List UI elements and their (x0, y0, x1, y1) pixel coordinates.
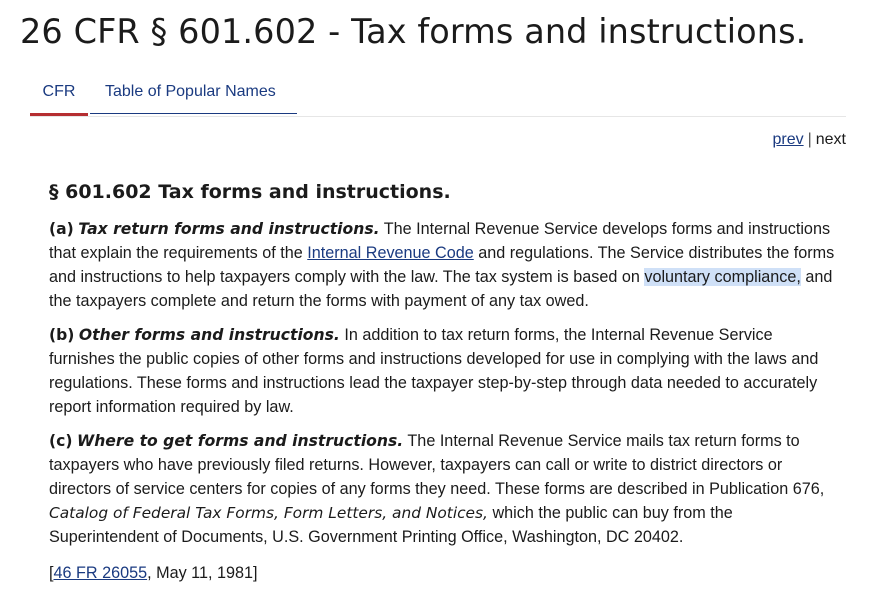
paragraph-c-text-1: The Internal Revenue Service mails tax return forms to taxpayers who have previously filed returns. However, taxpayers can call or write to district directors or directors of service centers for copies of any forms they need. These forms are described in Publication 676, (49, 432, 825, 498)
paragraph-c-heading: Where to get forms and instructions. (77, 432, 404, 450)
tab-bar (30, 74, 846, 117)
paragraph-a-text-2: and regulations. The Service distributes the forms and instructions to help taxpayers comply with the law. The tax system is based on (49, 244, 835, 286)
paragraph-b (49, 323, 839, 419)
paragraph-b-heading: Other forms and instructions. (78, 326, 340, 344)
pager (772, 131, 846, 149)
citation-rest: , May 11, 1981] (147, 564, 258, 582)
citation-open: [ (49, 564, 54, 582)
paragraph-c-text-2: which the public can buy from the Superintendent of Documents, U.S. Government Printing Office, Washington, DC 20402. (49, 504, 733, 546)
tab-cfr[interactable]: CFR (30, 74, 88, 116)
paragraph-a-heading: Tax return forms and instructions. (78, 220, 380, 238)
paragraph-a-label: (a) (49, 220, 74, 238)
paragraph-c (49, 429, 839, 549)
paragraph-c-label: (c) (49, 432, 73, 450)
internal-revenue-code-link[interactable]: Internal Revenue Code (307, 244, 474, 262)
highlighted-text: voluntary compliance, (644, 268, 801, 286)
page-title: 26 CFR § 601.602 - Tax forms and instructions. (20, 12, 807, 51)
paragraph-a-text-1: The Internal Revenue Service develops forms and instructions that explain the requirements of the (49, 220, 831, 262)
paragraph-b-label: (b) (49, 326, 75, 344)
paragraph-a (49, 217, 839, 313)
paragraph-a-text-3: and the taxpayers complete and return the forms with payment of any tax owed. (49, 268, 833, 310)
publication-title: Catalog of Federal Tax Forms, Form Letters, and Notices, (49, 504, 488, 522)
tab-table-of-popular-names[interactable]: Table of Popular Names (90, 74, 297, 114)
pager-separator: | (807, 131, 812, 148)
federal-register-link[interactable]: 46 FR 26055 (53, 564, 148, 582)
prev-link[interactable]: prev (772, 131, 804, 148)
paragraph-b-text: In addition to tax return forms, the Internal Revenue Service furnishes the public copies of other forms and instructions developed for use in complying with the laws and regulations. These forms and instructions lead the taxpayer step-by-step through data needed to accurately report information required by law. (49, 326, 819, 416)
section-content (49, 217, 839, 595)
section-heading: § 601.602 Tax forms and instructions. (49, 181, 451, 203)
citation (49, 561, 839, 585)
next-link[interactable]: next (815, 131, 846, 148)
